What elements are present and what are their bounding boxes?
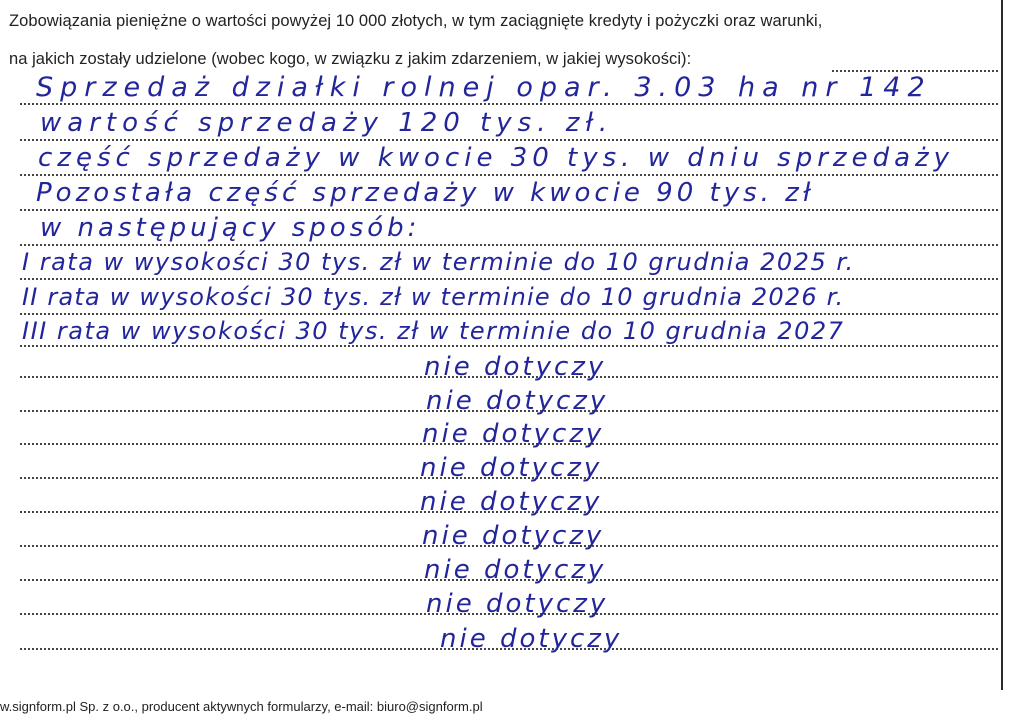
dotted-line (20, 139, 998, 141)
not-applicable-note: nie dotyczy (420, 487, 603, 517)
handwritten-line: w następujący sposób: (40, 213, 421, 243)
section-heading-line-2: na jakich zostały udzielone (wobec kogo, w związku z jakim zdarzeniem, w jakiej wysokości): (9, 50, 692, 68)
not-applicable-note: nie dotyczy (426, 386, 609, 416)
dotted-line (20, 174, 998, 176)
dotted-line (20, 103, 998, 105)
dotted-line (20, 278, 998, 280)
dotted-line (20, 209, 998, 211)
not-applicable-note: nie dotyczy (424, 352, 607, 382)
handwritten-line: Sprzedaż działki rolnej opar. 3.03 ha nr 142 (36, 72, 932, 103)
not-applicable-note: nie dotyczy (420, 453, 603, 483)
handwritten-line: II rata w wysokości 30 tys. zł w terminie do 10 grudnia 2026 r. (22, 283, 845, 311)
dotted-line (20, 244, 998, 246)
not-applicable-note: nie dotyczy (440, 624, 623, 654)
handwritten-line: I rata w wysokości 30 tys. zł w terminie do 10 grudnia 2025 r. (22, 248, 855, 276)
handwritten-line: wartość sprzedaży 120 tys. zł. (40, 108, 614, 138)
section-heading-line-1: Zobowiązania pieniężne o wartości powyżej 10 000 złotych, w tym zaciągnięte kredyty i pożyczki oraz warunki, (9, 12, 823, 30)
dotted-line (20, 345, 998, 347)
dotted-line (20, 313, 998, 315)
not-applicable-note: nie dotyczy (422, 419, 605, 449)
handwritten-line: III rata w wysokości 30 tys. zł w terminie do 10 grudnia 2027 (22, 317, 845, 345)
not-applicable-note: nie dotyczy (424, 555, 607, 585)
handwritten-line: Pozostała część sprzedaży w kwocie 90 tys. zł (36, 178, 815, 208)
form-footer: w.signform.pl Sp. z o.o., producent aktywnych formularzy, e-mail: biuro@signform.pl (0, 699, 483, 714)
form-border (1001, 0, 1003, 690)
handwritten-line: część sprzedaży w kwocie 30 tys. w dniu sprzedaży (38, 143, 955, 173)
not-applicable-note: nie dotyczy (426, 589, 609, 619)
not-applicable-note: nie dotyczy (422, 521, 605, 551)
